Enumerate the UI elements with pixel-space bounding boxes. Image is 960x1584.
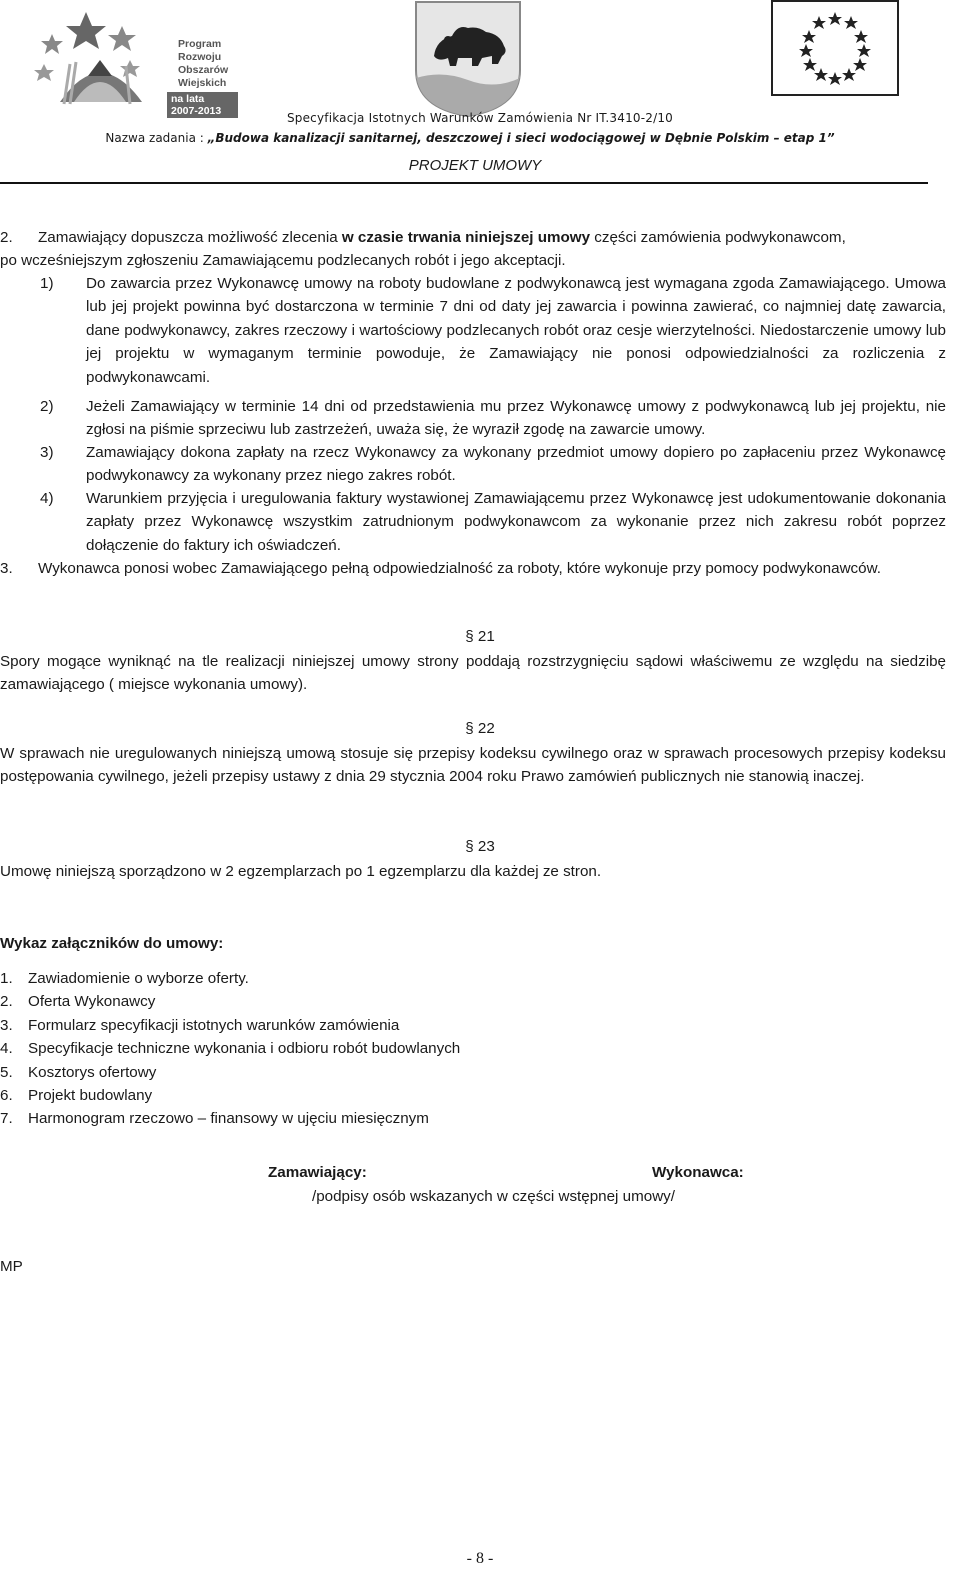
para2-number: 2. bbox=[0, 229, 13, 246]
item-2-number: 2) bbox=[40, 398, 54, 415]
list-item: 6. Projekt budowlany bbox=[0, 1087, 153, 1105]
specification-title: Specyfikacja Istotnych Warunków Zamówienia Nr IT.3410-2/10 bbox=[286, 111, 674, 125]
document-type-title: PROJEKT UMOWY bbox=[408, 157, 542, 174]
list-item: 5. Kosztorys ofertowy bbox=[0, 1063, 157, 1081]
task-name: „Budowa kanalizacji sanitarnej, deszczowej i sieci wodociągowej w Dębnie Polskim – etap 1” bbox=[207, 131, 835, 145]
section-23-text: Umowę niniejszą sporządzono w 2 egzemplarzach po 1 egzemplarzu dla każdej ze stron. bbox=[0, 863, 602, 880]
header-divider bbox=[0, 182, 928, 184]
page-number: - 8 - bbox=[466, 1550, 494, 1567]
prow-emblem-icon bbox=[30, 4, 170, 116]
section-23-title: § 23 bbox=[465, 838, 495, 855]
para3-number: 3. bbox=[0, 560, 13, 577]
eu-stars-icon bbox=[771, 0, 899, 96]
para2-line1: Zamawiający dopuszcza możliwość zlecenia w czasie trwania niniejszej umowy części zamówienia podwykonawcom, bbox=[38, 229, 846, 246]
item-1-number: 1) bbox=[40, 275, 54, 292]
attachments-list bbox=[0, 967, 460, 1131]
signature-note: /podpisy osób wskazanych w części wstępnej umowy/ bbox=[312, 1188, 675, 1205]
attachments-title: Wykaz załączników do umowy: bbox=[0, 935, 224, 952]
list-item: 2. Oferta Wykonawcy bbox=[0, 993, 156, 1011]
eu-flag-logo bbox=[771, 0, 899, 96]
task-name-line bbox=[0, 131, 940, 145]
item-4-text: Warunkiem przyjęcia i uregulowania faktury wystawionej Zamawiającemu przez Wykonawcę jest udokumentowanie dokonania zapłaty przez Wykonawcę wszystkim zatrudnionym podwykonawcom za wykonanie przez nich zakresu robót poprzez dołączenie do faktury ich oświadczeń. bbox=[86, 490, 946, 554]
item-3-number: 3) bbox=[40, 444, 54, 461]
section-21-text: Spory mogące wyniknąć na tle realizacji niniejszej umowy strony poddają rozstrzygnięciu sądowi właściwemu ze względu na siedzibę zamawiającego ( miejsce wykonania umowy). bbox=[0, 653, 946, 694]
section-22-title: § 22 bbox=[465, 720, 495, 737]
section-22-text: W sprawach nie uregulowanych niniejszą umową stosuje się przepisy kodeksu cywilnego oraz w sprawach procesowych przepisy kodeksu postępowania cywilnego, jeżeli przepisy ustawy z dnia 29 stycznia 2004 roku Prawo zamówień publicznych nie stanowią inaczej. bbox=[0, 745, 946, 786]
list-item: 3. Formularz specyfikacji istotnych warunków zamówienia bbox=[0, 1016, 400, 1034]
list-item: 1. Zawiadomienie o wyborze oferty. bbox=[0, 970, 249, 987]
prow-logo-text: Program Rozwoju Obszarów Wiejskich bbox=[178, 38, 229, 89]
section-21-title: § 21 bbox=[465, 628, 495, 645]
para3-text: Wykonawca ponosi wobec Zamawiającego pełną odpowiedzialność za roboty, które wykonuje przy pomocy podwykonawców. bbox=[38, 560, 881, 577]
item-3-text: Zamawiający dokona zapłaty na rzecz Wykonawcy za wykonany przedmiot umowy dopiero po zapłaceniu przez Wykonawcę podwykonawcy za wykonany przez niego zakres robót. bbox=[86, 444, 946, 485]
coat-of-arms-logo bbox=[412, 0, 524, 118]
prow-logo-years: na lata 2007-2013 bbox=[167, 92, 238, 118]
item-1-text: Do zawarcia przez Wykonawcę umowy na roboty budowlane z podwykonawcą jest wymagana zgoda Zamawiającego. Umowa lub jej projekt powinna być dostarczona w terminie 7 dni od daty jej zawarcia i powinna zawierać, co najmniej datę zawarcia, dane podwykonawcy, zakres rzeczowy i wartościowy podzlecanych robót oraz cesje wierzytelności. Niedostarczenie umowy lub jej projektu w wymaganym terminie powoduje, że Zamawiający nie ponosi odpowiedzialności za rozliczenia z podwykonawcami. bbox=[86, 275, 946, 386]
task-label: Nazwa zadania : bbox=[105, 131, 208, 145]
list-item: 7. Harmonogram rzeczowo – finansowy w ujęciu miesięcznym bbox=[0, 1110, 429, 1128]
signature-left-label: Zamawiający: bbox=[268, 1164, 367, 1181]
item-4-number: 4) bbox=[40, 490, 54, 507]
item-2-text: Jeżeli Zamawiający w terminie 14 dni od przedstawienia mu przez Wykonawcę umowy z podwykonawcą lub jej projektu, nie zgłosi na piśmie sprzeciwu lub zastrzeżeń, uważa się, że wyraził zgodę na zawarcie umowy. bbox=[86, 398, 946, 439]
signature-right-label: Wykonawca: bbox=[652, 1164, 744, 1181]
para2-bold: w czasie trwania niniejszej umowy bbox=[341, 229, 591, 246]
list-item: 4. Specyfikacje techniczne wykonania i odbioru robót budowlanych bbox=[0, 1040, 461, 1058]
bear-shield-icon bbox=[412, 0, 524, 118]
para2-line2: po wcześniejszym zgłoszeniu Zamawiającemu podzlecanych robót i jego akceptacji. bbox=[0, 252, 566, 269]
prow-logo bbox=[30, 4, 238, 116]
stamp-mp: MP bbox=[0, 1258, 23, 1275]
